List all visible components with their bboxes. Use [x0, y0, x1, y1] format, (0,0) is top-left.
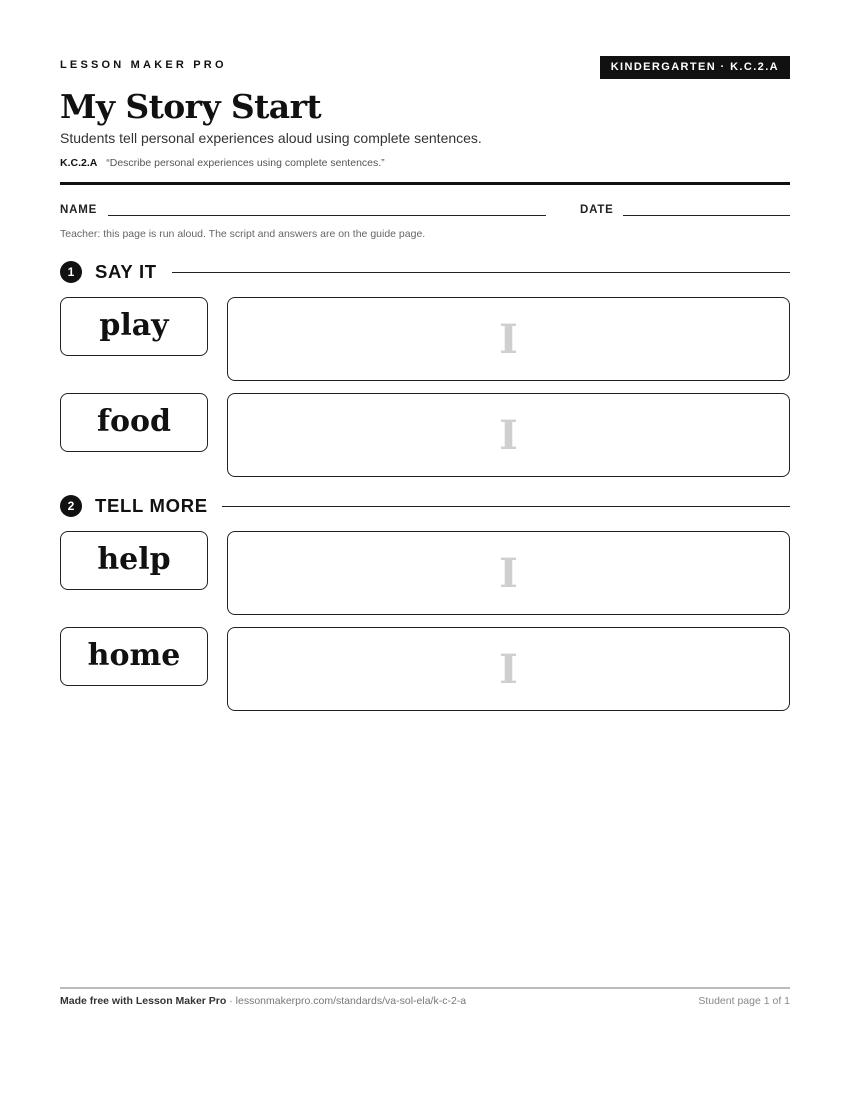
sentence-starter: I	[499, 646, 518, 693]
footer-credit	[60, 995, 466, 1007]
sentence-starter: I	[499, 316, 518, 363]
footer-divider	[60, 987, 790, 989]
grade-badge: KINDERGARTEN · K.C.2.A	[600, 56, 790, 79]
standard-line	[60, 157, 385, 169]
sentence-starter: I	[499, 550, 518, 597]
section-rule	[172, 272, 790, 273]
teacher-note: Teacher: this page is run aloud. The script and answers are on the guide page.	[60, 228, 426, 240]
footer-made-with: Made free with Lesson Maker Pro	[60, 995, 227, 1007]
sentence-starter: I	[499, 412, 518, 459]
page-title: My Story Start	[60, 87, 322, 126]
footer-url[interactable]: · lessonmakerpro.com/standards/va-sol-ela/k-c-2-a	[226, 995, 467, 1007]
date-field[interactable]	[623, 215, 790, 216]
section-title: SAY IT	[95, 261, 157, 282]
word-card-help: help	[60, 531, 208, 590]
section-number-badge: 2	[60, 495, 82, 517]
header-divider	[60, 182, 790, 185]
answer-box[interactable]	[227, 531, 790, 615]
answer-box[interactable]	[227, 627, 790, 711]
section-tell-more	[60, 494, 790, 518]
answer-box[interactable]	[227, 297, 790, 381]
section-say-it	[60, 260, 790, 284]
standard-code: K.C.2.A	[60, 157, 98, 169]
section-title: TELL MORE	[95, 495, 208, 516]
date-label: DATE	[580, 204, 614, 216]
word-card-food: food	[60, 393, 208, 452]
footer-page-number: Student page 1 of 1	[698, 995, 790, 1007]
brand-name: LESSON MAKER PRO	[60, 59, 227, 71]
answer-box[interactable]	[227, 393, 790, 477]
section-rule	[222, 506, 790, 507]
top-bar	[60, 56, 790, 80]
standard-text: “Describe personal experiences using complete sentences.”	[106, 157, 385, 169]
word-card-play: play	[60, 297, 208, 356]
section-number-badge: 1	[60, 261, 82, 283]
name-label: NAME	[60, 204, 98, 216]
name-field[interactable]	[108, 215, 546, 216]
word-card-home: home	[60, 627, 208, 686]
name-date-row	[60, 204, 790, 220]
page-subtitle: Students tell personal experiences aloud using complete sentences.	[60, 130, 482, 146]
worksheet-page	[60, 0, 790, 1100]
